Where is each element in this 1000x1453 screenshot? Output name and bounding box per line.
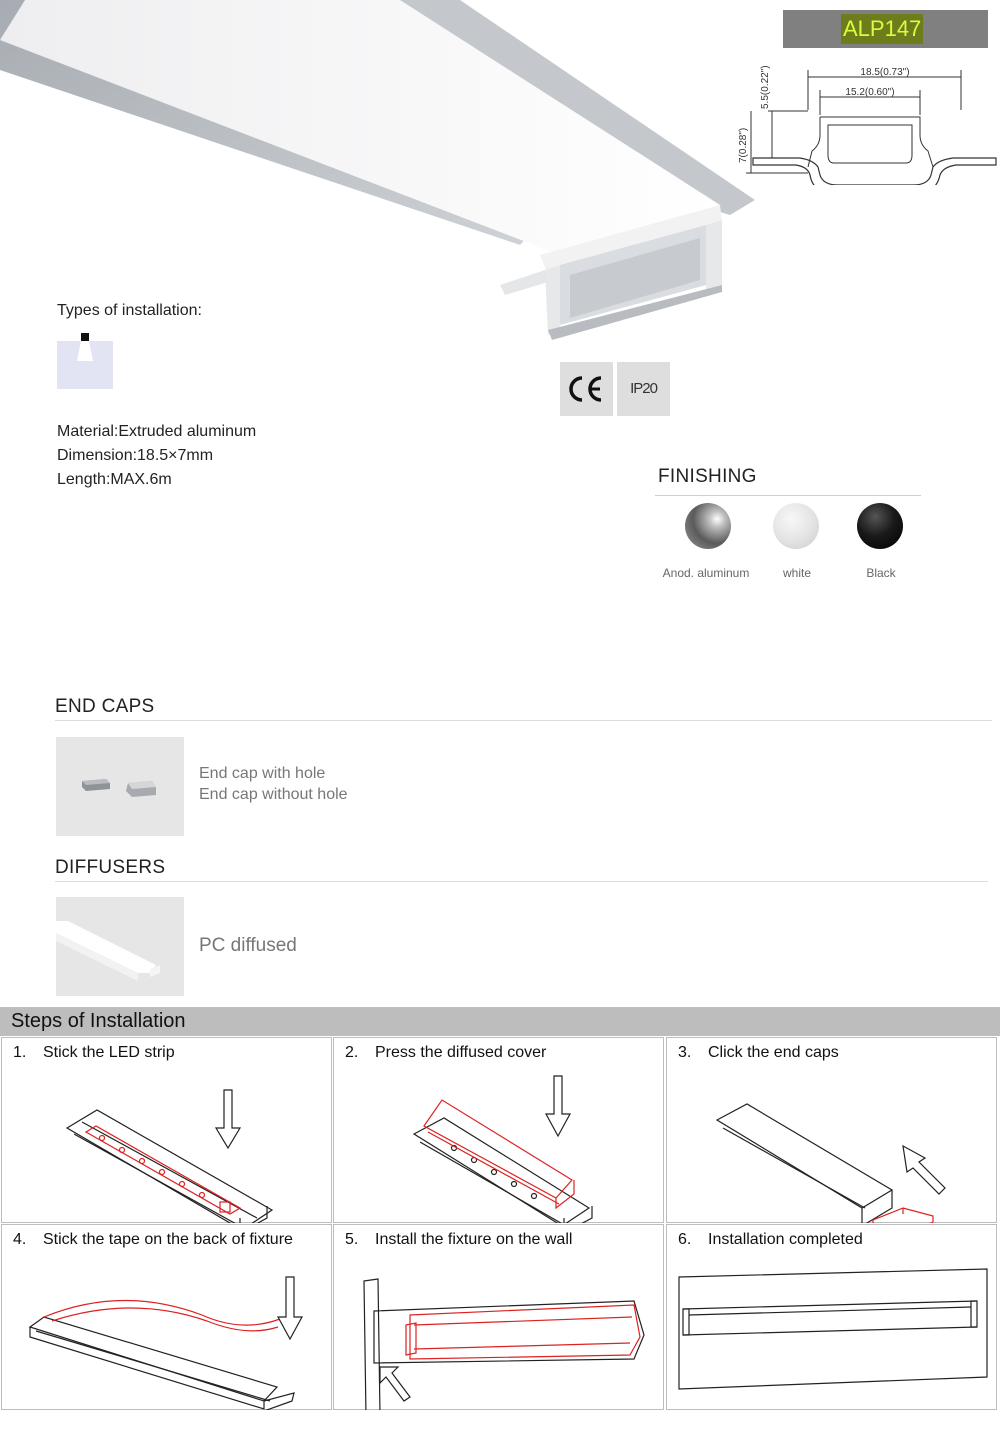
press-diffused-cover-illustration — [334, 1068, 665, 1223]
steps-grid — [0, 1037, 999, 1422]
model-banner — [783, 10, 988, 48]
finish-label-anodized: Anod. aluminum — [662, 566, 750, 580]
diffuser-item-pc: PC diffused — [199, 935, 297, 956]
finish-swatch-black — [857, 503, 903, 549]
finish-label-white: white — [782, 566, 811, 580]
end-cap-thumbnail — [56, 737, 184, 836]
step-4 — [1, 1224, 332, 1410]
installation-types-label: Types of installation: — [57, 302, 202, 319]
step-5 — [333, 1224, 664, 1410]
finishing-title: FINISHING — [658, 466, 757, 487]
step-number: 2. — [345, 1044, 359, 1061]
step-text: Stick the LED strip — [43, 1044, 175, 1061]
step-text: Stick the tape on the back of fixture — [43, 1231, 293, 1248]
step-number: 6. — [678, 1231, 692, 1248]
stick-led-strip-illustration — [2, 1068, 333, 1223]
recessed-installation-icon — [57, 333, 113, 389]
diffusers-divider — [55, 881, 988, 882]
finish-label-black: Black — [866, 566, 896, 580]
stick-tape-illustration — [2, 1255, 333, 1410]
spec-length: Length:MAX.6m — [57, 471, 172, 488]
dim-body-height: 7(0.28") — [738, 127, 749, 163]
click-end-caps-illustration — [667, 1068, 998, 1223]
finishing-divider — [655, 495, 921, 496]
profile-hero-image — [0, 0, 760, 345]
model-number: ALP147 — [841, 14, 923, 44]
installation-completed-illustration — [667, 1255, 998, 1410]
step-2 — [333, 1037, 664, 1223]
diffusers-title: DIFFUSERS — [55, 857, 166, 878]
end-caps-title: END CAPS — [55, 696, 155, 717]
step-text: Installation completed — [708, 1231, 863, 1248]
dim-outer-width: 18.5(0.73") — [860, 67, 910, 78]
end-cap-item-without-hole: End cap without hole — [199, 786, 348, 803]
end-caps-divider — [55, 720, 992, 721]
ce-mark-icon — [560, 362, 613, 416]
step-1 — [1, 1037, 332, 1223]
cross-section-drawing — [728, 55, 998, 185]
finish-swatch-anodized — [685, 503, 731, 549]
step-number: 1. — [13, 1044, 27, 1061]
dim-inner-width: 15.2(0.60") — [845, 87, 895, 98]
diffuser-thumbnail — [56, 897, 184, 996]
step-6 — [666, 1224, 997, 1410]
dim-lens-height: 5.5(0.22") — [760, 65, 771, 109]
finish-swatch-white — [773, 503, 819, 549]
step-number: 4. — [13, 1231, 27, 1248]
ip-rating-badge: IP20 — [617, 362, 670, 416]
steps-title: Steps of Installation — [11, 1010, 186, 1032]
end-cap-item-with-hole: End cap with hole — [199, 765, 326, 782]
install-on-wall-illustration — [334, 1255, 665, 1410]
step-text: Press the diffused cover — [375, 1044, 547, 1061]
step-number: 5. — [345, 1231, 359, 1248]
spec-material: Material:Extruded aluminum — [57, 423, 257, 440]
step-text: Click the end caps — [708, 1044, 839, 1061]
step-3 — [666, 1037, 997, 1223]
step-number: 3. — [678, 1044, 692, 1061]
spec-dimension: Dimension:18.5×7mm — [57, 447, 214, 464]
step-text: Install the fixture on the wall — [375, 1231, 573, 1248]
steps-header — [0, 1007, 1000, 1036]
